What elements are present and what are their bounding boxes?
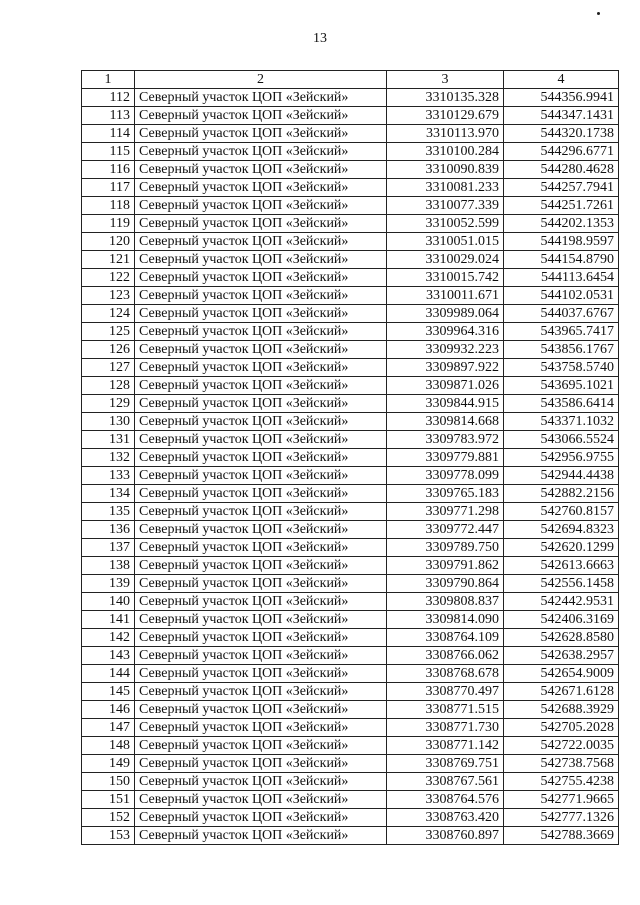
y-coordinate-cell: 542442.9531 <box>504 593 619 611</box>
x-coordinate-cell: 3310052.599 <box>387 215 504 233</box>
table-row <box>82 827 619 845</box>
table-row <box>82 575 619 593</box>
site-name-cell: Северный участок ЦОП «Зейский» <box>135 377 387 395</box>
x-coordinate-cell: 3309783.972 <box>387 431 504 449</box>
point-number-cell: 142 <box>82 629 135 647</box>
point-number-cell: 114 <box>82 125 135 143</box>
y-coordinate-cell: 543371.1032 <box>504 413 619 431</box>
table-row <box>82 467 619 485</box>
x-coordinate-cell: 3310113.970 <box>387 125 504 143</box>
table-row <box>82 143 619 161</box>
x-coordinate-cell: 3309932.223 <box>387 341 504 359</box>
site-name-cell: Северный участок ЦОП «Зейский» <box>135 647 387 665</box>
y-coordinate-cell: 542671.6128 <box>504 683 619 701</box>
site-name-cell: Северный участок ЦОП «Зейский» <box>135 683 387 701</box>
x-coordinate-cell: 3310135.328 <box>387 89 504 107</box>
y-coordinate-cell: 544198.9597 <box>504 233 619 251</box>
y-coordinate-cell: 543586.6414 <box>504 395 619 413</box>
site-name-cell: Северный участок ЦОП «Зейский» <box>135 791 387 809</box>
site-name-cell: Северный участок ЦОП «Зейский» <box>135 323 387 341</box>
y-coordinate-cell: 544113.6454 <box>504 269 619 287</box>
point-number-cell: 141 <box>82 611 135 629</box>
y-coordinate-cell: 542738.7568 <box>504 755 619 773</box>
x-coordinate-cell: 3309989.064 <box>387 305 504 323</box>
x-coordinate-cell: 3308764.576 <box>387 791 504 809</box>
y-coordinate-cell: 543965.7417 <box>504 323 619 341</box>
y-coordinate-cell: 542613.6663 <box>504 557 619 575</box>
site-name-cell: Северный участок ЦОП «Зейский» <box>135 521 387 539</box>
y-coordinate-cell: 544202.1353 <box>504 215 619 233</box>
y-coordinate-cell: 542882.2156 <box>504 485 619 503</box>
point-number-cell: 112 <box>82 89 135 107</box>
site-name-cell: Северный участок ЦОП «Зейский» <box>135 593 387 611</box>
site-name-cell: Северный участок ЦОП «Зейский» <box>135 395 387 413</box>
table-row <box>82 395 619 413</box>
table-row <box>82 125 619 143</box>
y-coordinate-cell: 542694.8323 <box>504 521 619 539</box>
x-coordinate-cell: 3310077.339 <box>387 197 504 215</box>
table-row <box>82 107 619 125</box>
y-coordinate-cell: 542771.9665 <box>504 791 619 809</box>
site-name-cell: Северный участок ЦОП «Зейский» <box>135 215 387 233</box>
point-number-cell: 139 <box>82 575 135 593</box>
table-row <box>82 251 619 269</box>
point-number-cell: 113 <box>82 107 135 125</box>
point-number-cell: 131 <box>82 431 135 449</box>
table-row <box>82 359 619 377</box>
table-row <box>82 557 619 575</box>
x-coordinate-cell: 3309844.915 <box>387 395 504 413</box>
point-number-cell: 148 <box>82 737 135 755</box>
site-name-cell: Северный участок ЦОП «Зейский» <box>135 341 387 359</box>
point-number-cell: 118 <box>82 197 135 215</box>
point-number-cell: 150 <box>82 773 135 791</box>
table-row <box>82 305 619 323</box>
x-coordinate-cell: 3308771.515 <box>387 701 504 719</box>
point-number-cell: 117 <box>82 179 135 197</box>
site-name-cell: Северный участок ЦОП «Зейский» <box>135 737 387 755</box>
y-coordinate-cell: 542654.9009 <box>504 665 619 683</box>
point-number-cell: 126 <box>82 341 135 359</box>
point-number-cell: 125 <box>82 323 135 341</box>
y-coordinate-cell: 543856.1767 <box>504 341 619 359</box>
site-name-cell: Северный участок ЦОП «Зейский» <box>135 557 387 575</box>
point-number-cell: 144 <box>82 665 135 683</box>
point-number-cell: 147 <box>82 719 135 737</box>
y-coordinate-cell: 542556.1458 <box>504 575 619 593</box>
table-row <box>82 719 619 737</box>
table-row <box>82 521 619 539</box>
y-coordinate-cell: 542956.9755 <box>504 449 619 467</box>
x-coordinate-cell: 3309779.881 <box>387 449 504 467</box>
point-number-cell: 119 <box>82 215 135 233</box>
point-number-cell: 123 <box>82 287 135 305</box>
x-coordinate-cell: 3308763.420 <box>387 809 504 827</box>
point-number-cell: 145 <box>82 683 135 701</box>
y-coordinate-cell: 542638.2957 <box>504 647 619 665</box>
point-number-cell: 115 <box>82 143 135 161</box>
site-name-cell: Северный участок ЦОП «Зейский» <box>135 575 387 593</box>
page-corner-mark <box>597 12 600 15</box>
x-coordinate-cell: 3309964.316 <box>387 323 504 341</box>
x-coordinate-cell: 3309778.099 <box>387 467 504 485</box>
y-coordinate-cell: 543695.1021 <box>504 377 619 395</box>
site-name-cell: Северный участок ЦОП «Зейский» <box>135 413 387 431</box>
site-name-cell: Северный участок ЦОП «Зейский» <box>135 701 387 719</box>
x-coordinate-cell: 3309808.837 <box>387 593 504 611</box>
x-coordinate-cell: 3310011.671 <box>387 287 504 305</box>
site-name-cell: Северный участок ЦОП «Зейский» <box>135 179 387 197</box>
table-row <box>82 539 619 557</box>
table-row <box>82 665 619 683</box>
coordinates-table <box>81 70 619 845</box>
table-row <box>82 179 619 197</box>
x-coordinate-cell: 3309790.864 <box>387 575 504 593</box>
site-name-cell: Северный участок ЦОП «Зейский» <box>135 449 387 467</box>
x-coordinate-cell: 3309791.862 <box>387 557 504 575</box>
y-coordinate-cell: 542705.2028 <box>504 719 619 737</box>
table-row <box>82 737 619 755</box>
site-name-cell: Северный участок ЦОП «Зейский» <box>135 719 387 737</box>
point-number-cell: 136 <box>82 521 135 539</box>
y-coordinate-cell: 544296.6771 <box>504 143 619 161</box>
point-number-cell: 122 <box>82 269 135 287</box>
site-name-cell: Северный участок ЦОП «Зейский» <box>135 485 387 503</box>
site-name-cell: Северный участок ЦОП «Зейский» <box>135 827 387 845</box>
x-coordinate-cell: 3309871.026 <box>387 377 504 395</box>
table-row <box>82 377 619 395</box>
x-coordinate-cell: 3310129.679 <box>387 107 504 125</box>
y-coordinate-cell: 544320.1738 <box>504 125 619 143</box>
site-name-cell: Северный участок ЦОП «Зейский» <box>135 611 387 629</box>
y-coordinate-cell: 544257.7941 <box>504 179 619 197</box>
site-name-cell: Северный участок ЦОП «Зейский» <box>135 233 387 251</box>
x-coordinate-cell: 3308771.142 <box>387 737 504 755</box>
x-coordinate-cell: 3308766.062 <box>387 647 504 665</box>
y-coordinate-cell: 542944.4438 <box>504 467 619 485</box>
y-coordinate-cell: 544037.6767 <box>504 305 619 323</box>
x-coordinate-cell: 3308771.730 <box>387 719 504 737</box>
point-number-cell: 138 <box>82 557 135 575</box>
point-number-cell: 149 <box>82 755 135 773</box>
y-coordinate-cell: 544251.7261 <box>504 197 619 215</box>
y-coordinate-cell: 542620.1299 <box>504 539 619 557</box>
x-coordinate-cell: 3309814.090 <box>387 611 504 629</box>
x-coordinate-cell: 3310090.839 <box>387 161 504 179</box>
point-number-cell: 129 <box>82 395 135 413</box>
point-number-cell: 132 <box>82 449 135 467</box>
table-row <box>82 791 619 809</box>
table-body <box>82 89 619 845</box>
site-name-cell: Северный участок ЦОП «Зейский» <box>135 431 387 449</box>
table-row <box>82 413 619 431</box>
table-row <box>82 161 619 179</box>
site-name-cell: Северный участок ЦОП «Зейский» <box>135 143 387 161</box>
table-header-row <box>82 71 619 89</box>
point-number-cell: 133 <box>82 467 135 485</box>
y-coordinate-cell: 543066.5524 <box>504 431 619 449</box>
header-col-3: 3 <box>387 71 504 89</box>
site-name-cell: Северный участок ЦОП «Зейский» <box>135 359 387 377</box>
point-number-cell: 135 <box>82 503 135 521</box>
point-number-cell: 137 <box>82 539 135 557</box>
y-coordinate-cell: 542760.8157 <box>504 503 619 521</box>
point-number-cell: 116 <box>82 161 135 179</box>
point-number-cell: 152 <box>82 809 135 827</box>
point-number-cell: 151 <box>82 791 135 809</box>
site-name-cell: Северный участок ЦОП «Зейский» <box>135 629 387 647</box>
y-coordinate-cell: 542406.3169 <box>504 611 619 629</box>
y-coordinate-cell: 542722.0035 <box>504 737 619 755</box>
point-number-cell: 130 <box>82 413 135 431</box>
table-row <box>82 629 619 647</box>
point-number-cell: 140 <box>82 593 135 611</box>
table-row <box>82 323 619 341</box>
y-coordinate-cell: 542755.4238 <box>504 773 619 791</box>
x-coordinate-cell: 3308764.109 <box>387 629 504 647</box>
x-coordinate-cell: 3310100.284 <box>387 143 504 161</box>
x-coordinate-cell: 3310081.233 <box>387 179 504 197</box>
x-coordinate-cell: 3309765.183 <box>387 485 504 503</box>
table-row <box>82 593 619 611</box>
x-coordinate-cell: 3309814.668 <box>387 413 504 431</box>
site-name-cell: Северный участок ЦОП «Зейский» <box>135 665 387 683</box>
y-coordinate-cell: 544102.0531 <box>504 287 619 305</box>
x-coordinate-cell: 3310029.024 <box>387 251 504 269</box>
table-row <box>82 449 619 467</box>
table-row <box>82 701 619 719</box>
point-number-cell: 143 <box>82 647 135 665</box>
x-coordinate-cell: 3309897.922 <box>387 359 504 377</box>
y-coordinate-cell: 542777.1326 <box>504 809 619 827</box>
table-row <box>82 503 619 521</box>
site-name-cell: Северный участок ЦОП «Зейский» <box>135 305 387 323</box>
site-name-cell: Северный участок ЦОП «Зейский» <box>135 467 387 485</box>
y-coordinate-cell: 542628.8580 <box>504 629 619 647</box>
x-coordinate-cell: 3308767.561 <box>387 773 504 791</box>
table-row <box>82 215 619 233</box>
x-coordinate-cell: 3308769.751 <box>387 755 504 773</box>
point-number-cell: 120 <box>82 233 135 251</box>
site-name-cell: Северный участок ЦОП «Зейский» <box>135 287 387 305</box>
point-number-cell: 134 <box>82 485 135 503</box>
site-name-cell: Северный участок ЦОП «Зейский» <box>135 539 387 557</box>
table-row <box>82 287 619 305</box>
site-name-cell: Северный участок ЦОП «Зейский» <box>135 107 387 125</box>
site-name-cell: Северный участок ЦОП «Зейский» <box>135 809 387 827</box>
site-name-cell: Северный участок ЦОП «Зейский» <box>135 197 387 215</box>
point-number-cell: 127 <box>82 359 135 377</box>
y-coordinate-cell: 544154.8790 <box>504 251 619 269</box>
x-coordinate-cell: 3310051.015 <box>387 233 504 251</box>
site-name-cell: Северный участок ЦОП «Зейский» <box>135 773 387 791</box>
table-row <box>82 341 619 359</box>
y-coordinate-cell: 543758.5740 <box>504 359 619 377</box>
table-row <box>82 647 619 665</box>
y-coordinate-cell: 542788.3669 <box>504 827 619 845</box>
x-coordinate-cell: 3309789.750 <box>387 539 504 557</box>
point-number-cell: 146 <box>82 701 135 719</box>
y-coordinate-cell: 544347.1431 <box>504 107 619 125</box>
table-row <box>82 611 619 629</box>
table-row <box>82 809 619 827</box>
header-col-1: 1 <box>82 71 135 89</box>
point-number-cell: 128 <box>82 377 135 395</box>
x-coordinate-cell: 3308770.497 <box>387 683 504 701</box>
point-number-cell: 121 <box>82 251 135 269</box>
x-coordinate-cell: 3309772.447 <box>387 521 504 539</box>
y-coordinate-cell: 542688.3929 <box>504 701 619 719</box>
header-col-4: 4 <box>504 71 619 89</box>
table-row <box>82 755 619 773</box>
y-coordinate-cell: 544280.4628 <box>504 161 619 179</box>
y-coordinate-cell: 544356.9941 <box>504 89 619 107</box>
site-name-cell: Северный участок ЦОП «Зейский» <box>135 755 387 773</box>
table-row <box>82 197 619 215</box>
x-coordinate-cell: 3309771.298 <box>387 503 504 521</box>
table-row <box>82 233 619 251</box>
site-name-cell: Северный участок ЦОП «Зейский» <box>135 503 387 521</box>
x-coordinate-cell: 3308768.678 <box>387 665 504 683</box>
site-name-cell: Северный участок ЦОП «Зейский» <box>135 161 387 179</box>
x-coordinate-cell: 3308760.897 <box>387 827 504 845</box>
point-number-cell: 124 <box>82 305 135 323</box>
x-coordinate-cell: 3310015.742 <box>387 269 504 287</box>
site-name-cell: Северный участок ЦОП «Зейский» <box>135 125 387 143</box>
site-name-cell: Северный участок ЦОП «Зейский» <box>135 269 387 287</box>
site-name-cell: Северный участок ЦОП «Зейский» <box>135 89 387 107</box>
table-row <box>82 89 619 107</box>
header-col-2: 2 <box>135 71 387 89</box>
table-row <box>82 773 619 791</box>
site-name-cell: Северный участок ЦОП «Зейский» <box>135 251 387 269</box>
table-row <box>82 683 619 701</box>
table-row <box>82 431 619 449</box>
table-row <box>82 485 619 503</box>
page-number: 13 <box>313 31 327 46</box>
point-number-cell: 153 <box>82 827 135 845</box>
table-row <box>82 269 619 287</box>
